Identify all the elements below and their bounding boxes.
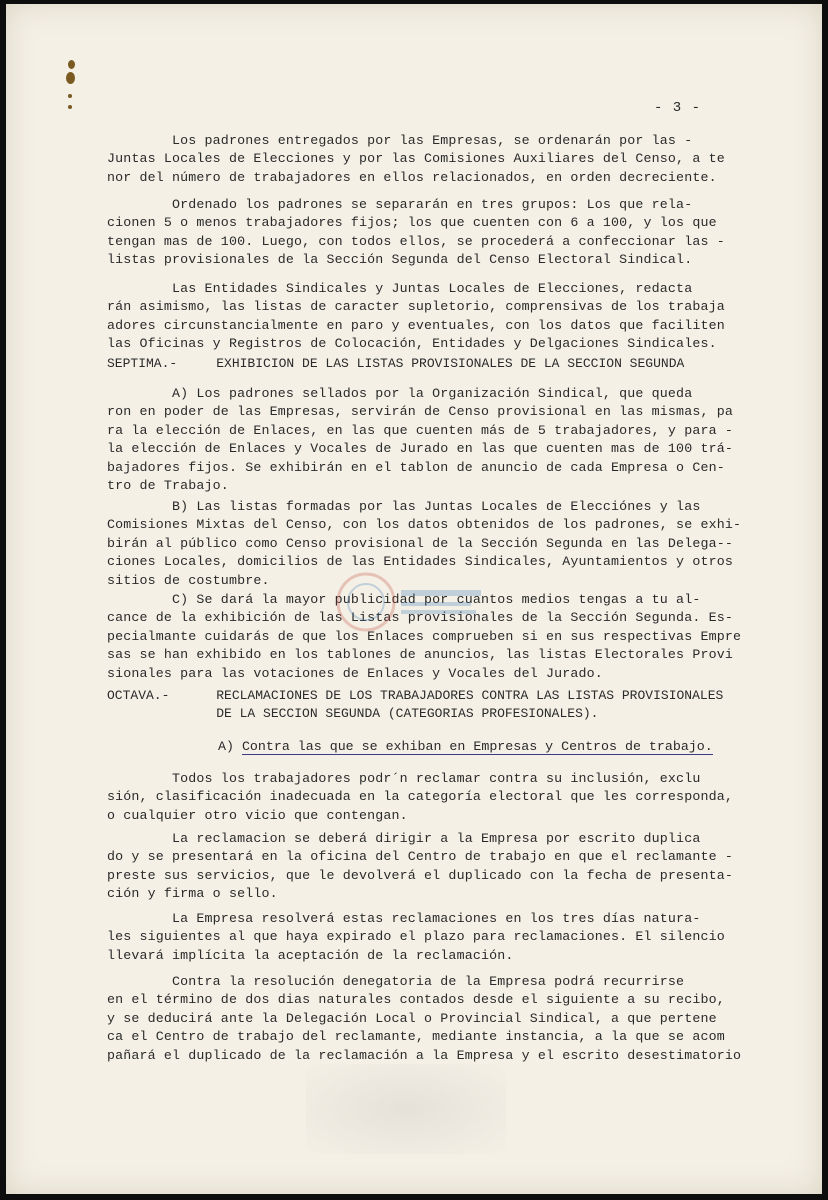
paragraph-octava-contra: Contra la resolución denegatoria de la Empresa podrá recurrirse en el término de dos dias naturales contados desde el siguiente a su recibo, y se deducirá ante la Delegación Local o Provincial Sindical, a que pertene ca el Centro de trabajo del reclamante, mediante instancia, a la que se acom pañará el duplicado de la reclamación a la Empresa y el escrito desestimatorio: [107, 974, 742, 1063]
paragraph-octava-resolvera: La Empresa resolverá estas reclamaciones en los tres días natura- les siguientes al que haya expirado el plazo para reclamaciones. El silencio llevará implícita la aceptación de la reclamación.: [107, 911, 725, 963]
section-heading-octava: OCTAVA.- RECLAMACIONES DE LOS TRABAJADORES CONTRA LAS LISTAS PROVISIONALES DE LA SECCION SEGUNDA (CATEGORIAS PROFESIONALES).: [107, 688, 724, 722]
rust-stain: [68, 105, 72, 109]
subheading-prefix: A): [218, 739, 242, 754]
paragraph-septima-a: A) Los padrones sellados por la Organización Sindical, que queda ron en poder de las Empresas, servirán de Censo provisional en las mismas, pa ra la elección de Enlaces, en las que cuenten más de 5 trabajadores, y para - la elección de Enlaces y Vocales de Jurado en las que cuenten mas de 100 trá- bajadores fijos. Se exhibirán en el tablon de anuncio de cada Empresa o Cen- tro de Trabajo.: [107, 386, 733, 494]
page-smudge: [306, 1064, 506, 1154]
stamp-watermark: [306, 552, 486, 662]
paragraph-octava-reclamacion: La reclamacion se deberá dirigir a la Empresa por escrito duplica do y se presentará en la oficina del Centro de trabajo en que el reclamante - preste sus servicios, que le devolverá el duplicado con la fecha de presenta- ción y firma o sello.: [107, 831, 733, 902]
rust-stain: [68, 94, 72, 98]
subheading-contra: [218, 738, 713, 756]
paragraph-septima-b: B) Las listas formadas por las Juntas Locales de Elecciónes y las Comisiones Mixtas del Censo, con los datos obtenidos de los padrones, se exhi- birán al público como Censo provisional de la Sección Segunda en las Delega-- ciones Locales, domicilios de las Entidades Sindicales, Ayuntamientos y otros sitios de costumbre.: [107, 499, 742, 588]
paragraph-octava-todos: Todos los trabajadores podr´n reclamar contra su inclusión, exclu sión, clasificación inadecuada en la categoría electoral que les corresponda, o cualquier otro vicio que contengan.: [107, 771, 733, 823]
rust-stain: [66, 72, 75, 84]
subheading-text: Contra las que se exhiban en Empresas y Centros de trabajo.: [241, 739, 713, 754]
paragraph-grupos: Ordenado los padrones se separarán en tres grupos: Los que rela- cionen 5 o menos trabajadores fijos; los que cuenten con 6 a 100, y los que tengan mas de 100. Luego, con todos ellos, se procederá a confeccionar las - listas provisionales de la Sección Segunda del Censo Electoral Sindical.: [107, 197, 725, 268]
page-number: - 3 -: [654, 100, 702, 116]
rust-stain: [68, 60, 75, 69]
paragraph-supletorio: Las Entidades Sindicales y Juntas Locales de Elecciones, redacta rán asimismo, las listas de caracter supletorio, comprensivas de los trabaja adores circunstancialmente en paro y eventuales, con los datos que faciliten las Oficinas y Registros de Colocación, Entidades y Delgaciones Sindicales.: [107, 281, 725, 352]
document-page: [6, 4, 822, 1194]
paragraph-septima-c: C) Se dará la mayor publicidad por cuantos medios tengas a tu al- cance de la exhibición de las Listas provisionales de la Sección Segunda. Es- pecialmante cuidarás de que los Enlaces comprueben si en sus respectivas Empre sas se han exhibido en los tablones de anuncios, las listas Electorales Provi sionales para las votaciones de Enlaces y Vocales del Jurado.: [107, 592, 742, 681]
paragraph-padrones: Los padrones entregados por las Empresas, se ordenarán por las - Juntas Locales de Elecciones y por las Comisiones Auxiliares del Censo, a te nor del número de trabajadores en ellos relacionados, en orden decreciente.: [107, 133, 725, 185]
section-heading-septima: SEPTIMA.- EXHIBICION DE LAS LISTAS PROVISIONALES DE LA SECCION SEGUNDA: [107, 356, 685, 371]
